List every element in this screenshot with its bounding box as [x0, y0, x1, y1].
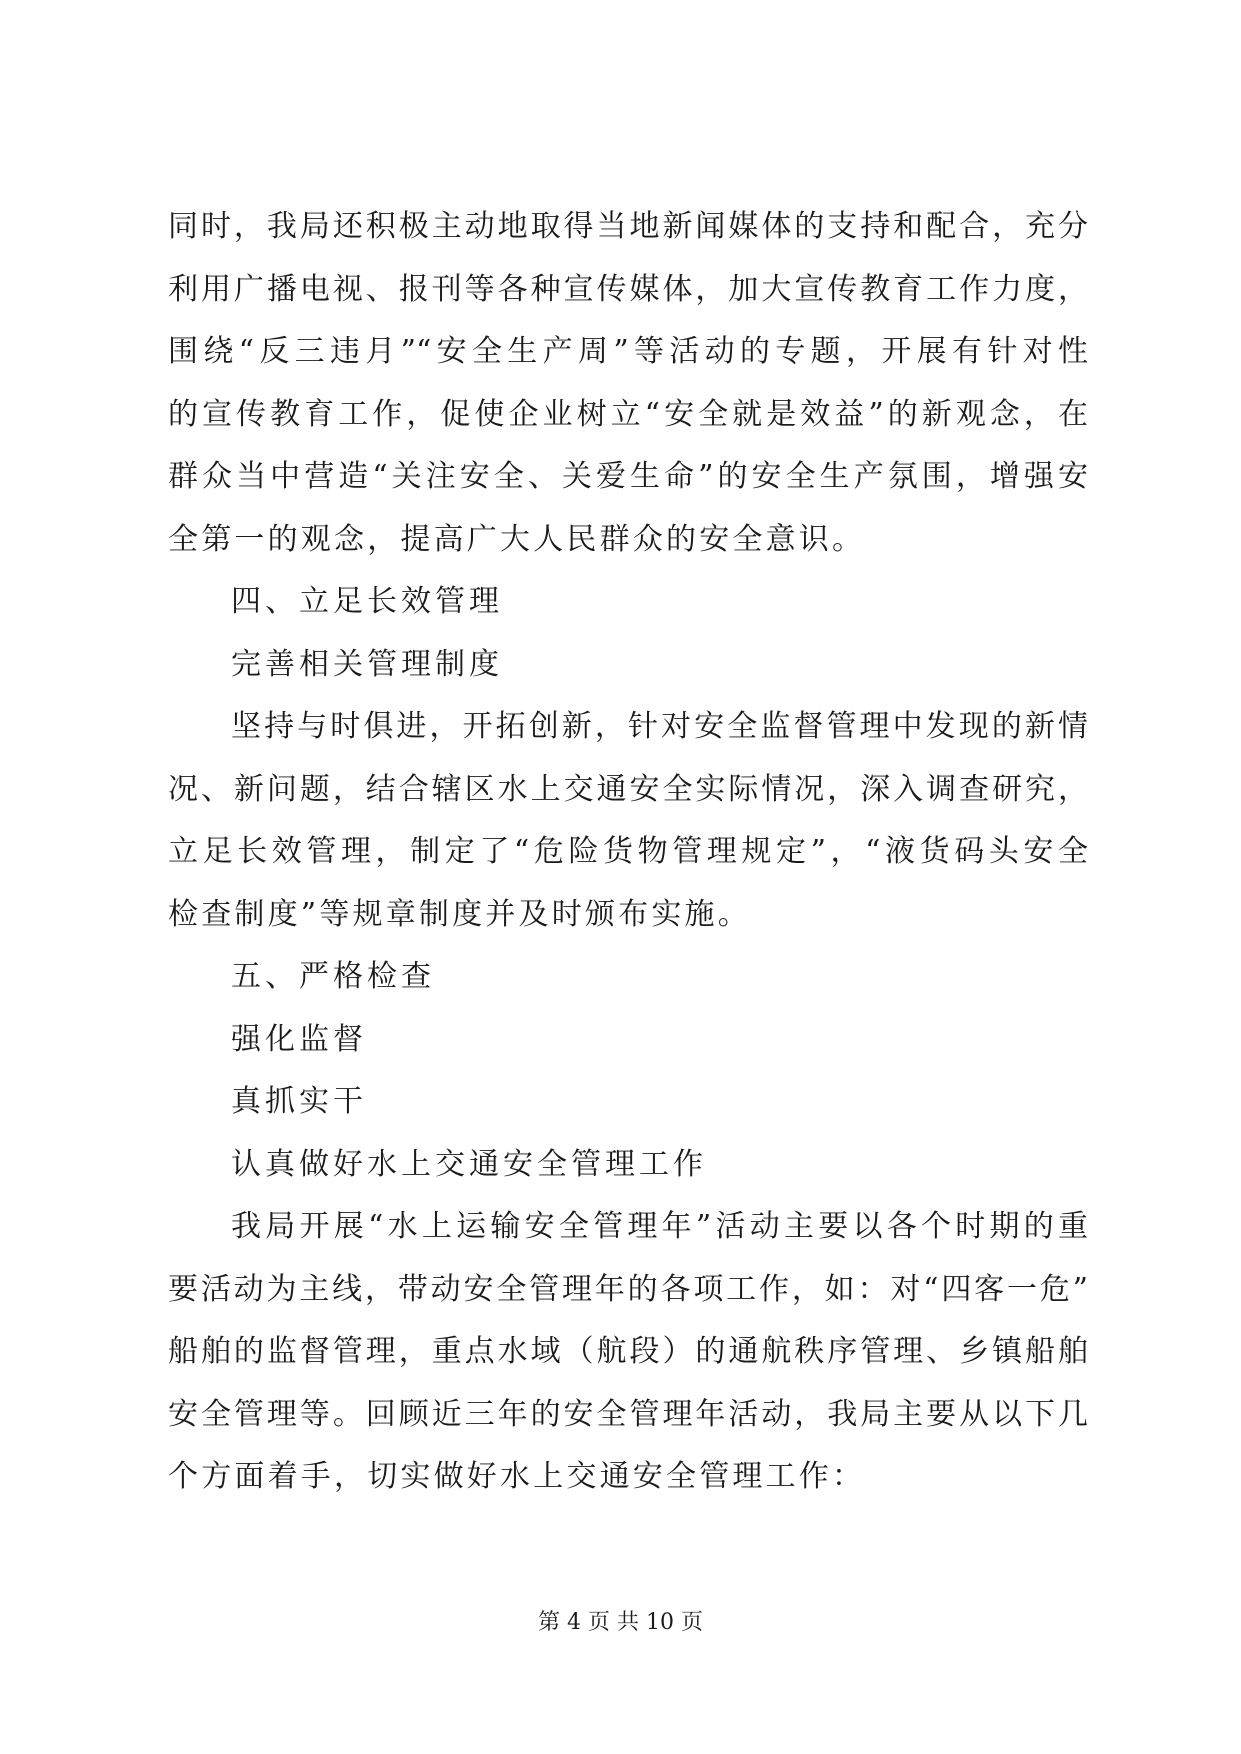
- body-text: [168, 196, 1088, 1509]
- section-subheading: 强化监督: [231, 1021, 367, 1057]
- section-subheading: 真抓实干: [231, 1084, 367, 1119]
- section-subheading: 认真做好水上交通安全管理工作: [231, 1146, 707, 1182]
- paragraph-line: 个方面着手，切实做好水上交通安全管理工作：: [168, 1459, 866, 1494]
- paragraph-line: 要活动为主线，带动安全管理年的各项工作，如：对“四客一危”: [168, 1271, 1088, 1307]
- paragraph-line: 检查制度”等规章制度并及时颁布实施。: [168, 896, 751, 932]
- paragraph-line: 船舶的监督管理，重点水域（航段）的通航秩序管理、乡镇船舶: [168, 1334, 1088, 1369]
- paragraph-line: 安全管理等。回顾近三年的安全管理年活动，我局主要从以下几: [168, 1396, 1088, 1432]
- paragraph-line: 况、新问题，结合辖区水上交通安全实际情况，深入调查研究，: [168, 771, 1088, 807]
- paragraph-line: 围绕“反三违月”“安全生产周”等活动的专题，开展有针对性: [168, 334, 1088, 369]
- paragraph-line: 坚持与时俱进，开拓创新，针对安全监督管理中发现的新情: [231, 709, 1088, 744]
- paragraph-line: 的宣传教育工作，促使企业树立“安全就是效益”的新观念，在: [168, 396, 1088, 432]
- paragraph-line: 全第一的观念，提高广大人民群众的安全意识。: [168, 521, 866, 557]
- section-heading: 五、严格检查: [231, 959, 435, 994]
- paragraph-line: 利用广播电视、报刊等各种宣传媒体，加大宣传教育工作力度，: [168, 271, 1088, 307]
- paragraph-line: 立足长效管理，制定了“危险货物管理规定”，“液货码头安全: [168, 834, 1088, 869]
- section-heading: 四、立足长效管理: [231, 584, 503, 619]
- paragraph-line: 群众当中营造“关注安全、关爱生命”的安全生产氛围，增强安: [168, 459, 1088, 494]
- page-number-footer: 第 4 页 共 10 页: [538, 1610, 703, 1635]
- section-subheading: 完善相关管理制度: [231, 646, 503, 682]
- paragraph-line: 同时，我局还积极主动地取得当地新闻媒体的支持和配合，充分: [168, 209, 1088, 244]
- paragraph-line: 我局开展“水上运输安全管理年”活动主要以各个时期的重: [231, 1209, 1088, 1244]
